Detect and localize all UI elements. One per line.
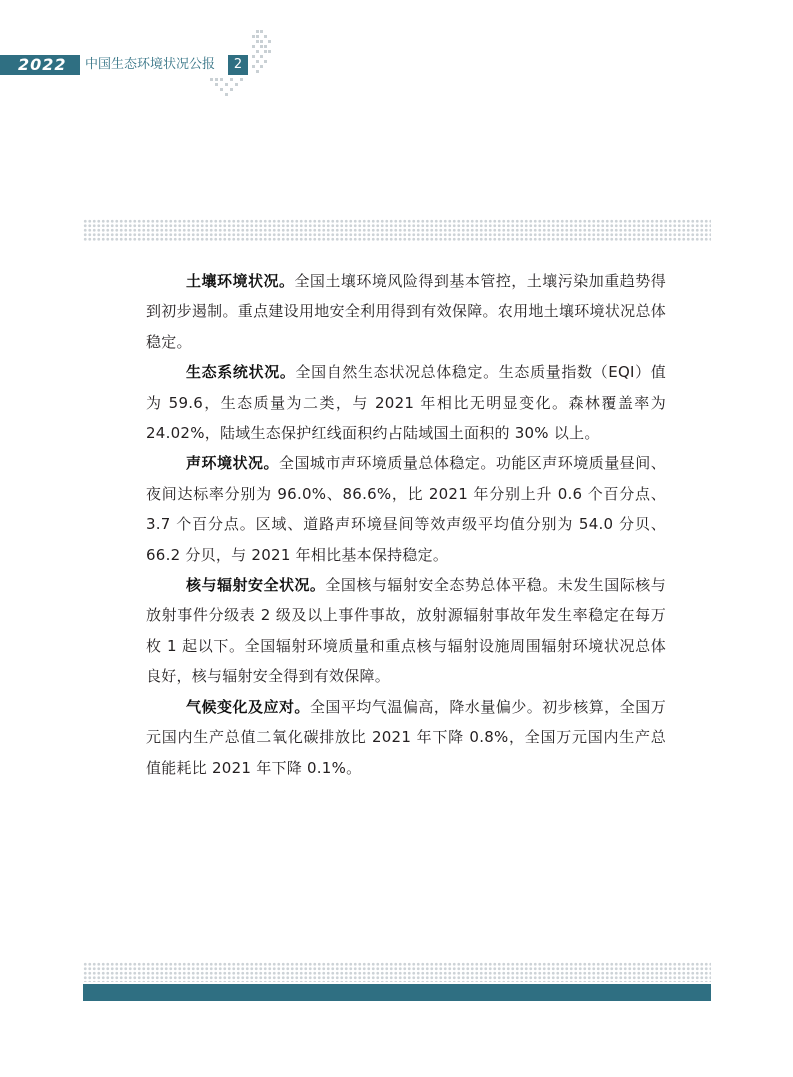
footer-bar — [83, 984, 711, 1001]
paragraph-text: 全国城市声环境质量总体稳定。功能区声环境质量昼间、夜间达标率分别为 96.0%、86.6%，比 2021 年分别上升 0.6 个百分点、3.7 个百分点。区域、道路声环境昼间等效声级平均值分别为 54.0 分贝、66.2 分贝，与 2021 年相比基本保持稳定。 — [146, 454, 666, 564]
paragraph-lead: 核与辐射安全状况。 — [186, 576, 326, 595]
header-pixel-decoration — [252, 30, 276, 76]
paragraph-text: 全国土壤环境风险得到基本管控，土壤污染加重趋势得到初步遏制。重点建设用地安全利用得到有效保障。农用地土壤环境状况总体稳定。 — [146, 272, 666, 351]
paragraph-text: 全国自然生态状况总体稳定。生态质量指数（EQI）值为 59.6，生态质量为二类，与 2021 年相比无明显变化。森林覆盖率为 24.02%，陆域生态保护红线面积约占陆域国土面积的 30% 以上。 — [146, 363, 666, 443]
report-body — [146, 266, 666, 783]
header-pixel-decoration-lower — [210, 78, 250, 100]
bottom-dotted-band — [83, 962, 711, 982]
header-report-title: 中国生态环境状况公报 — [85, 57, 216, 72]
paragraph-noise — [146, 448, 666, 570]
paragraph-lead: 气候变化及应对。 — [186, 697, 310, 716]
paragraph-lead: 声环境状况。 — [186, 454, 279, 473]
paragraph-climate — [146, 692, 666, 783]
header-year: 2022 — [18, 55, 67, 74]
paragraph-lead: 土壤环境状况。 — [186, 272, 295, 290]
paragraph-soil — [146, 266, 666, 357]
paragraph-text: 全国平均气温偏高，降水量偏少。初步核算，全国万元国内生产总值二氧化碳排放比 2021 年下降 0.8%，全国万元国内生产总值能耗比 2021 年下降 0.1%。 — [146, 697, 666, 777]
paragraph-lead: 生态系统状况。 — [186, 363, 296, 382]
paragraph-ecosystem — [146, 357, 666, 448]
paragraph-text: 全国核与辐射安全态势总体平稳。未发生国际核与放射事件分级表 2 级及以上事件事故，放射源辐射事故年发生率稳定在每万枚 1 起以下。全国辐射环境质量和重点核与辐射设施周围辐射环境状况总体良好，核与辐射安全得到有效保障。 — [146, 576, 666, 686]
top-dotted-band — [83, 219, 711, 241]
header-page-number: 2 — [228, 55, 248, 75]
paragraph-nuclear-radiation — [146, 570, 666, 692]
